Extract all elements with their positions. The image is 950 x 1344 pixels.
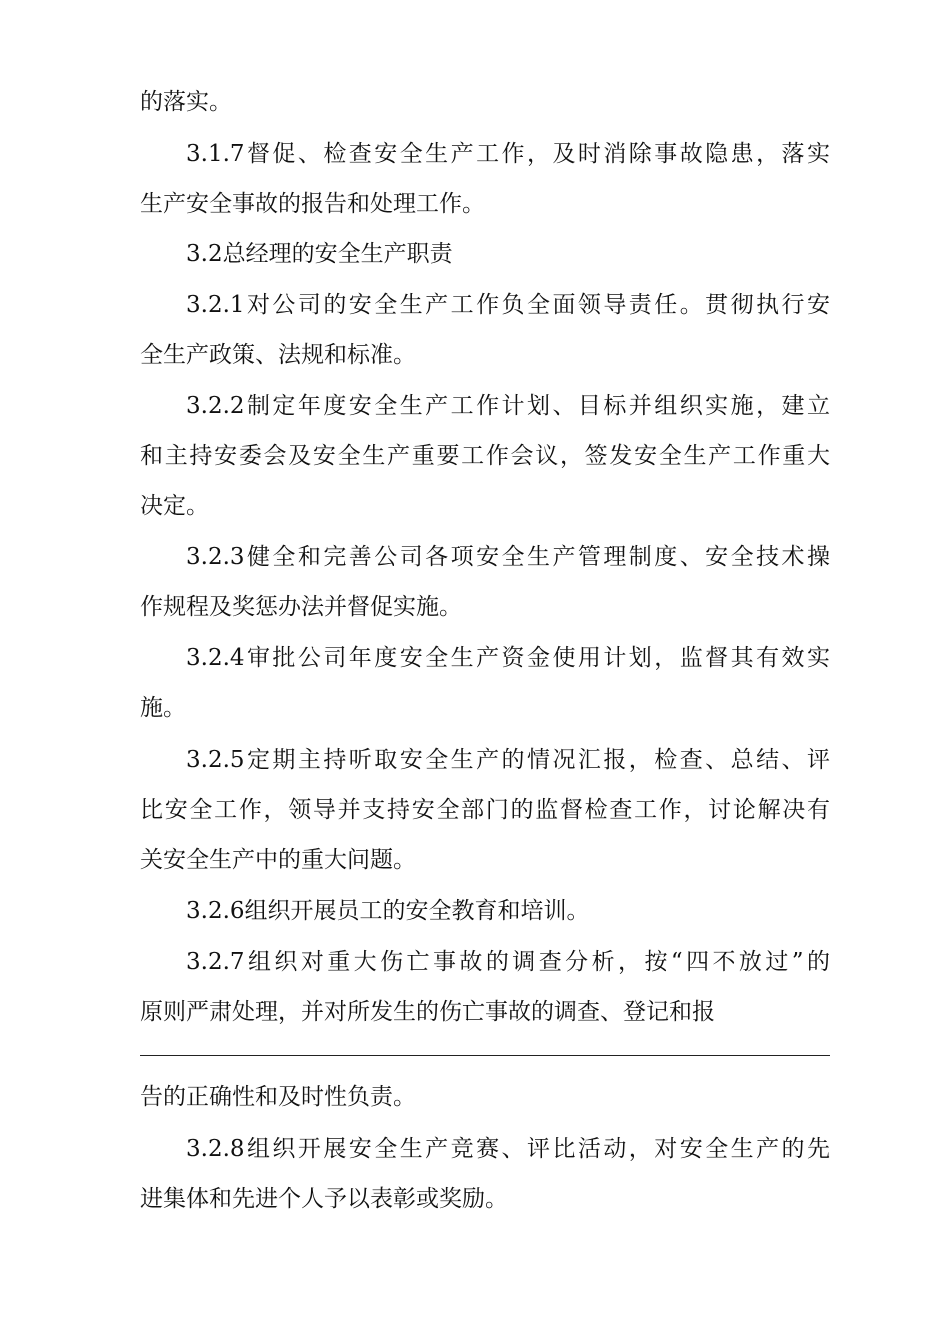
text-line: 3.2.4审批公司年度安全生产资金使用计划，监督其有效实 — [186, 645, 830, 671]
text-line: 生产安全事故的报告和处理工作。 — [140, 191, 485, 217]
text-line: 全生产政策、法规和标准。 — [140, 342, 416, 368]
text-line: 施。 — [140, 695, 186, 721]
text-line: 的落实。 — [140, 89, 232, 115]
text-line: 3.2.5定期主持听取安全生产的情况汇报，检查、总结、评 — [186, 747, 830, 773]
section-heading: 3.2总经理的安全生产职责 — [186, 241, 453, 267]
page-break-rule — [140, 1055, 830, 1056]
text-line: 和主持安委会及安全生产重要工作会议，签发安全生产工作重大 — [140, 443, 830, 469]
text-line: 3.2.3健全和完善公司各项安全生产管理制度、安全技术操 — [186, 544, 830, 570]
text-line: 3.2.8组织开展安全生产竞赛、评比活动，对安全生产的先 — [186, 1136, 830, 1162]
text-line: 告的正确性和及时性负责。 — [140, 1084, 416, 1110]
text-line: 3.2.7组织对重大伤亡事故的调查分析，按“四不放过”的 — [186, 949, 830, 975]
text-line: 原则严肃处理，并对所发生的伤亡事故的调查、登记和报 — [140, 999, 715, 1025]
text-line: 进集体和先进个人予以表彰或奖励。 — [140, 1186, 508, 1212]
text-line: 3.2.2制定年度安全生产工作计划、目标并组织实施，建立 — [186, 393, 830, 419]
text-line: 比安全工作，领导并支持安全部门的监督检查工作，讨论解决有 — [140, 797, 830, 823]
text-line: 作规程及奖惩办法并督促实施。 — [140, 594, 462, 620]
text-line: 3.2.1对公司的安全生产工作负全面领导责任。贯彻执行安 — [186, 292, 830, 318]
text-line: 3.2.6组织开展员工的安全教育和培训。 — [186, 898, 590, 924]
text-line: 决定。 — [140, 493, 209, 519]
text-line: 3.1.7督促、检查安全生产工作，及时消除事故隐患，落实 — [186, 141, 830, 167]
text-line: 关安全生产中的重大问题。 — [140, 847, 416, 873]
